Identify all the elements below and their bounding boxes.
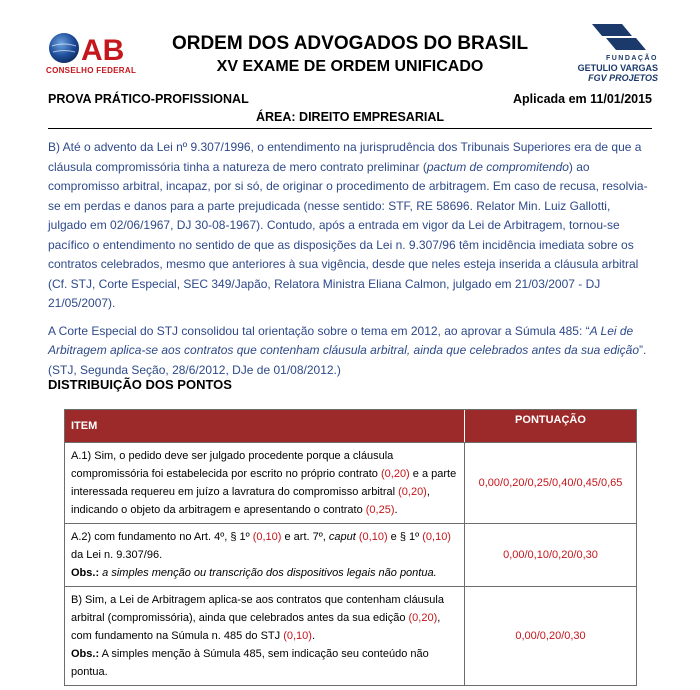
svg-text:AB: AB <box>81 34 125 67</box>
r3-t1: B) Sim, a Lei de Arbitragem aplica-se aos contratos que contenham cláusula arbitral (compromissória), ainda que celebrados antes da sua edição <box>71 594 444 624</box>
titles <box>150 32 550 78</box>
r2-t3: e § 1º <box>387 531 423 543</box>
p1-part-b: ) ao compromisso arbitral, incapaz, por si só, de originar o procedimento de arbitragem. Em caso de recusa, resolvia-se em perdas e danos para a parte prejudicada (nesse sentido: STF, RE 58696. Relator Min. Luiz Gallotti, julgado em 02/06/1967, DJ 30-08-1967). Contudo, após a entrada em vigor da Lei de Arbitragem, tornou-se pacífico o entendimento no sentido de que as disposições da Lei n. 9.307/96 têm incidência imediata sobre os contratos celebrados, mesmo que anteriores à sua vigência, desde que neles esteja inserida a cláusula arbitral (Cf. STJ, Corte Especial, SEC 349/Japão, Relatora Ministra Eliana Calmon, julgado em 21/03/2007 - DJ 21/05/2007). <box>48 159 648 310</box>
r2-t2: e art. 7º, <box>281 531 329 543</box>
r3-obs <box>71 648 429 678</box>
main-title: ORDEM DOS ADVOGADOS DO BRASIL <box>171 33 529 54</box>
row-item <box>65 587 465 685</box>
r3-obs-text: A simples menção à Súmula 485, sem indicação seu conteúdo não pontua. <box>71 648 429 678</box>
r1-v1: (0,20) <box>380 468 410 480</box>
fgv-fundacao: FUNDAÇÃO <box>605 55 658 62</box>
row-item <box>65 524 465 586</box>
r1-t3: , indicando o objeto da arbitragem e apresentando o contrato <box>71 486 430 516</box>
sub-title: XV EXAME DE ORDEM UNIFICADO <box>216 58 484 75</box>
oab-subtitle: CONSELHO FEDERAL <box>46 66 137 75</box>
section-title: DISTRIBUIÇÃO DOS PONTOS <box>48 377 232 392</box>
header-item: ITEM <box>65 410 465 442</box>
fgv-name: GETULIO VARGAS <box>577 63 658 73</box>
r1-t4: . <box>394 504 398 516</box>
exam-date: Aplicada em 11/01/2015 <box>513 92 652 106</box>
r2-obs-label: Obs.: <box>71 567 100 579</box>
row-points: 0,00/0,10/0,20/0,30 <box>503 549 598 561</box>
r1-v2: (0,20) <box>398 486 427 498</box>
table-row <box>65 586 636 685</box>
table-row <box>65 442 636 523</box>
paragraph-1 <box>48 138 652 314</box>
header <box>0 0 700 90</box>
paragraph-2 <box>48 322 652 381</box>
answer-text <box>48 138 652 388</box>
exam-type: PROVA PRÁTICO-PROFISSIONAL <box>48 92 249 106</box>
r2-obs-text: a simples menção ou transcrição dos dispositivos legais não pontua. <box>99 567 437 579</box>
r2-v1: (0,10) <box>252 531 282 543</box>
r3-v2: (0,10) <box>283 630 312 642</box>
p2-italic: A Lei de Arbitragem aplica-se aos contratos que contenham cláusula arbitral, ainda que celebrados antes da sua edição <box>48 323 640 357</box>
r2-obs <box>71 567 437 579</box>
r3-obs-label: Obs.: <box>71 648 100 660</box>
exam-area: ÁREA: DIREITO EMPRESARIAL <box>256 110 444 124</box>
table-header <box>65 410 636 442</box>
p1-part-a: B) Até o advento da Lei nº 9.307/1996, o entendimento na jurisprudência dos Tribunais Superiores era de que a cláusula compromissória tinha a natureza de mero contrato preliminar ( <box>48 140 642 174</box>
r2-v2: (0,10) <box>358 531 388 543</box>
header-points: PONTUAÇÃO <box>515 414 586 426</box>
fgv-text <box>558 54 658 84</box>
r2-t2-italic: caput <box>328 531 356 543</box>
fgv-projetos: FGV PROJETOS <box>588 73 658 83</box>
r2-t4: da Lei n. 9.307/96. <box>71 549 163 561</box>
row-points: 0,00/0,20/0,25/0,40/0,45/0,65 <box>478 477 623 489</box>
r2-t1: A.2) com fundamento no Art. 4º, § 1º <box>71 531 253 543</box>
points-table <box>64 409 637 686</box>
r3-t3: . <box>311 630 315 642</box>
r1-t2: e a parte interessada requereu em juízo a lavratura do compromisso arbitral <box>71 468 457 498</box>
row-item <box>65 443 465 523</box>
p1-italic: pactum de compromitendo <box>426 159 569 174</box>
r1-t1: A.1) Sim, o pedido deve ser julgado procedente porque a cláusula compromissória foi estabelecida por escrito no próprio contrato <box>71 450 394 480</box>
r3-v1: (0,20) <box>408 612 438 624</box>
r3-t2: , com fundamento na Súmula n. 485 do STJ <box>71 612 441 642</box>
table-row <box>65 523 636 586</box>
r1-v3: (0,25) <box>365 504 395 516</box>
r2-v3: (0,10) <box>422 531 451 543</box>
row-points: 0,00/0,20/0,30 <box>515 630 586 642</box>
p2-part-b: ”. (STJ, Segunda Seção, 28/6/2012, DJe de 01/08/2012.) <box>48 343 647 377</box>
divider <box>48 128 652 129</box>
p2-part-a: A Corte Especial do STJ consolidou tal orientação sobre o tema em 2012, ao aprovar a Súmula 485: “ <box>48 323 590 338</box>
